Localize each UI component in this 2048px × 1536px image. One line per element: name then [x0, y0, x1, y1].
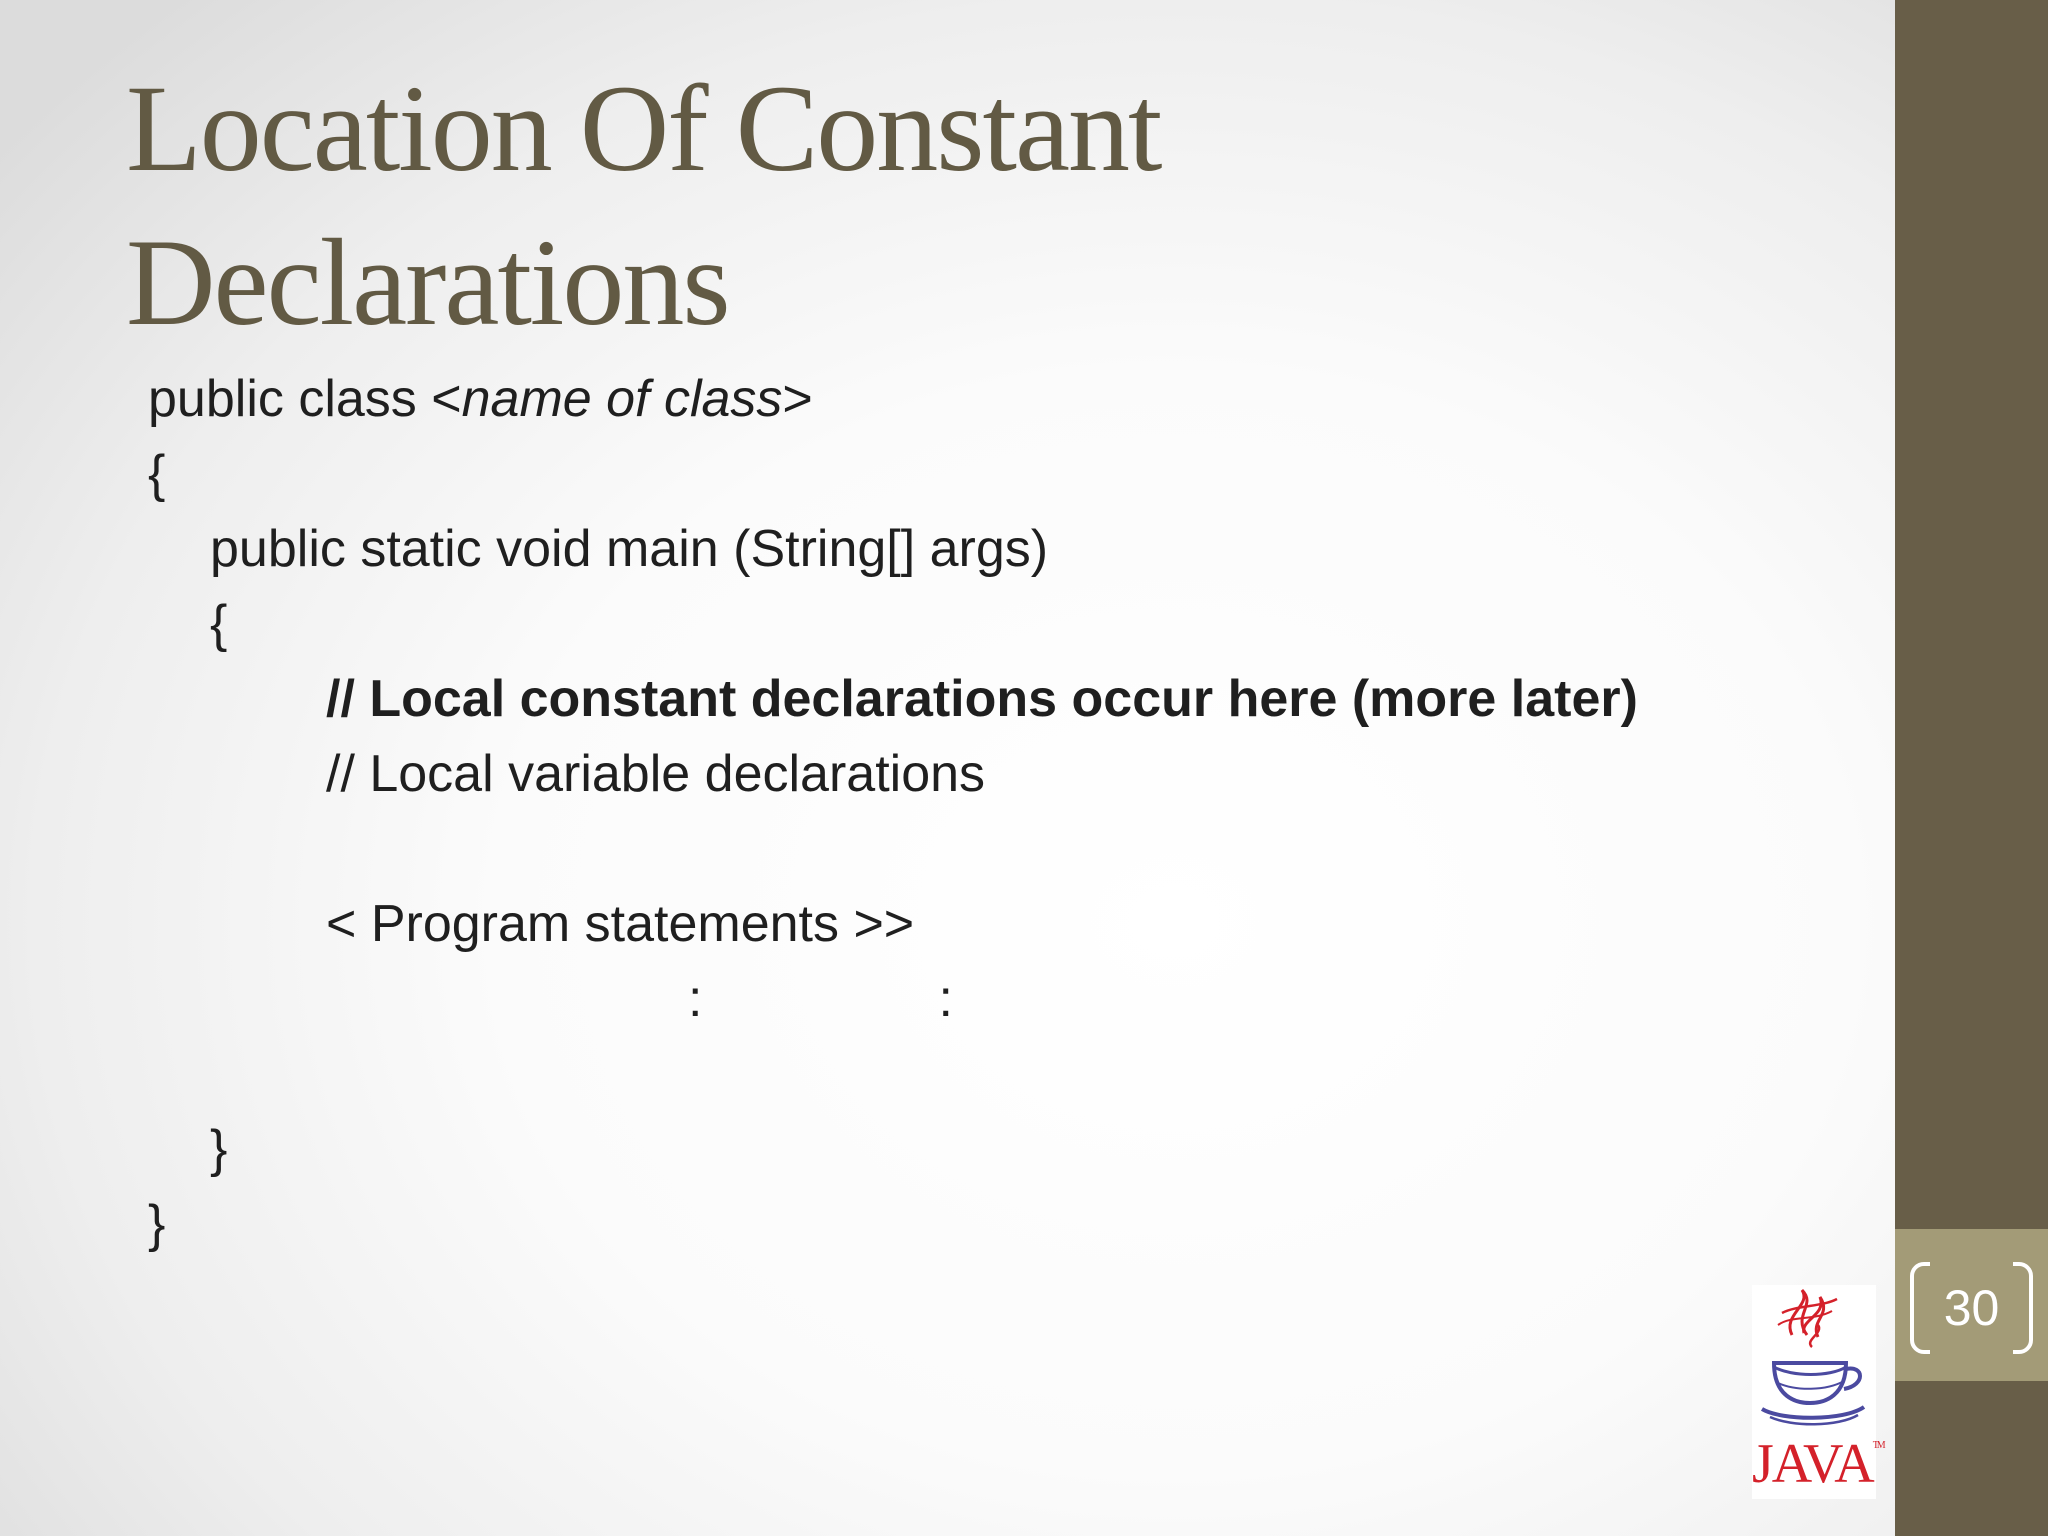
colon-right: : — [938, 970, 953, 1028]
colon-left: : — [688, 970, 703, 1028]
code-line-close-brace-outer: } — [148, 1195, 166, 1253]
code-line-main-signature: public static void main (String[] args) — [210, 520, 1049, 578]
code-line-colons — [148, 962, 1848, 1037]
code-block — [148, 362, 1848, 1262]
code-line-blank — [148, 812, 1848, 887]
java-logo — [1752, 1285, 1884, 1499]
code-line-blank-2 — [148, 1037, 1848, 1112]
java-trademark: TM — [1872, 1440, 1884, 1451]
page-number: 30 — [1943, 1280, 2000, 1336]
title-line-2: Declarations — [126, 214, 729, 351]
class-name-placeholder: name of class — [461, 370, 783, 428]
java-wordmark: JAVA™ — [1752, 1433, 1884, 1495]
java-cup-icon — [1752, 1285, 1876, 1435]
code-line-open-brace-inner: { — [210, 595, 228, 653]
code-line-open-brace-outer: { — [148, 445, 166, 503]
code-line-class-declaration — [148, 362, 1848, 437]
class-suffix: > — [782, 370, 813, 428]
code-line-constant-comment: // Local constant declarations occur here (more later) — [326, 670, 1638, 728]
code-line-close-brace-inner: } — [210, 1120, 228, 1178]
code-line-program-statements: < Program statements >> — [326, 895, 915, 953]
slide-title — [126, 52, 1526, 360]
class-prefix: public class < — [148, 370, 462, 428]
title-line-1: Location Of Constant — [126, 60, 1161, 197]
code-line-variable-comment: // Local variable declarations — [326, 745, 986, 803]
